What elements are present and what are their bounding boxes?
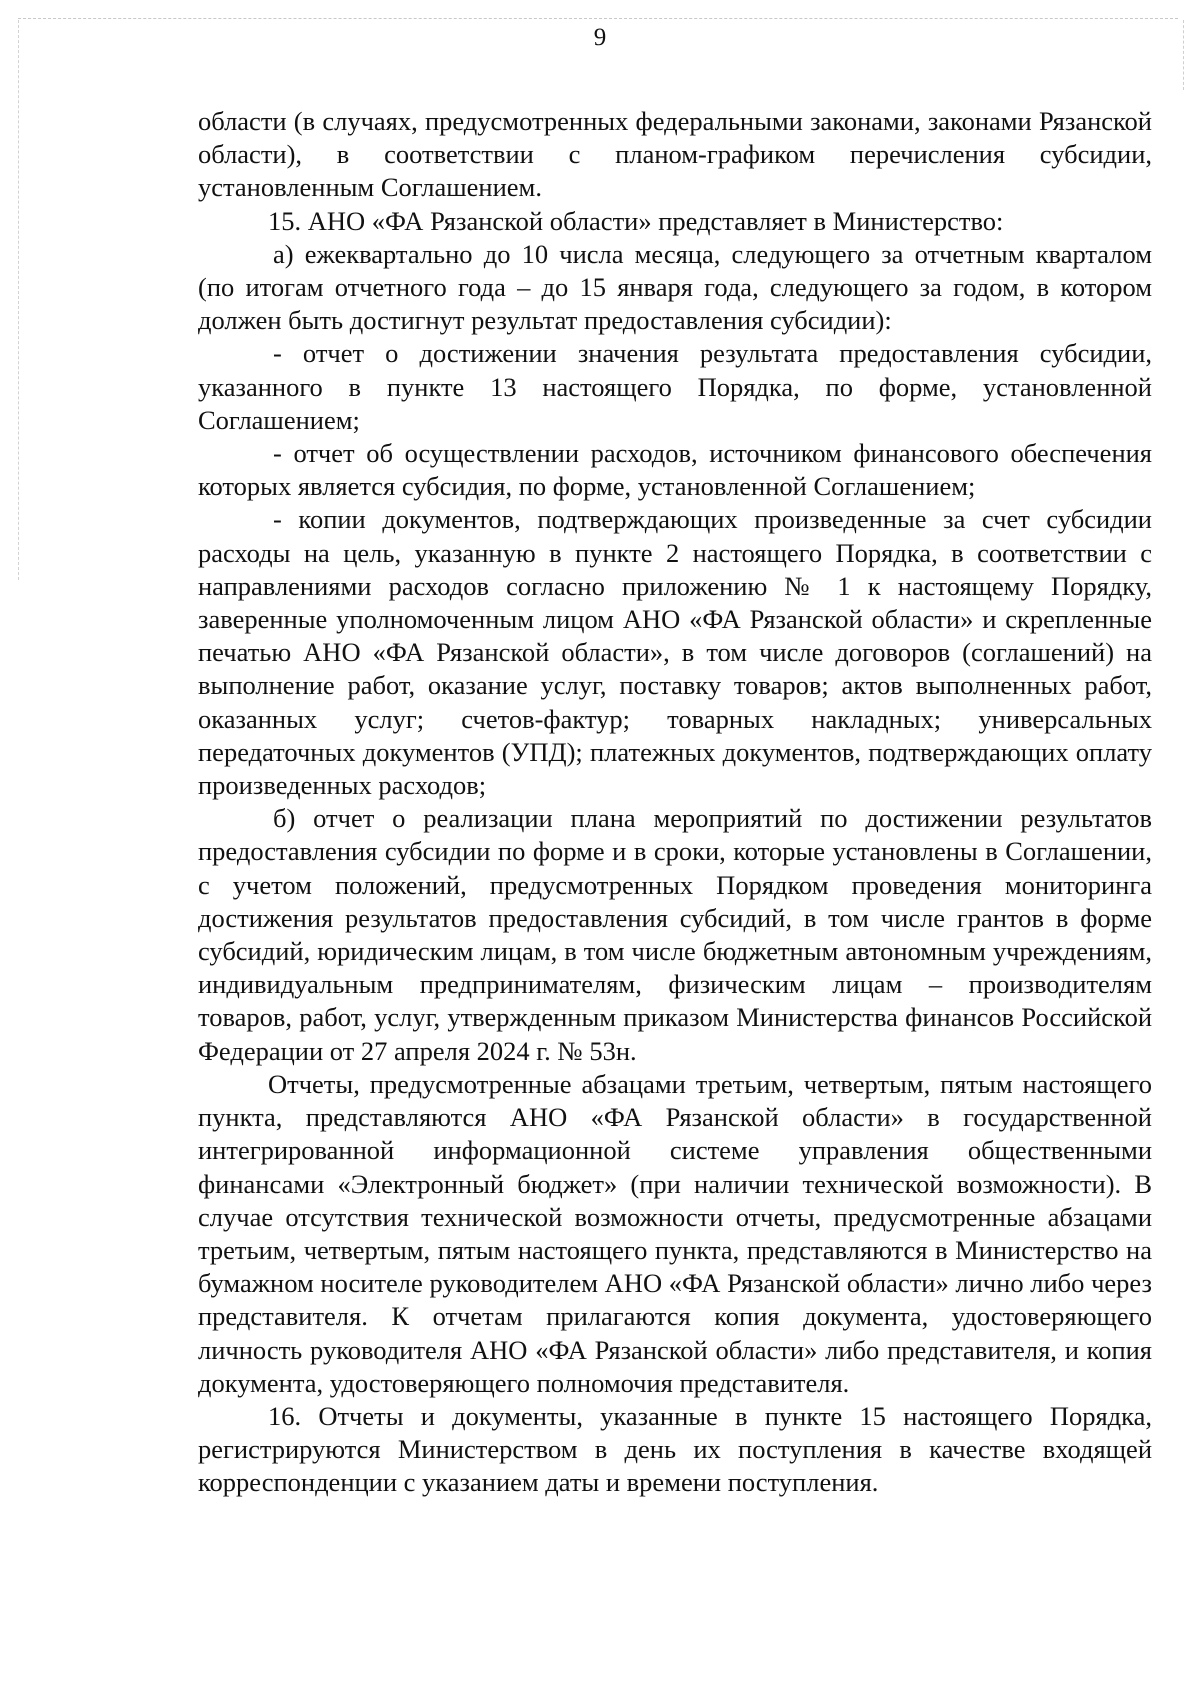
paragraph-reports-submission: Отчеты, предусмотренные абзацами третьим, четвертым, пятым настоящего пункта, представляются АНО «ФА Рязанской области» в государственной интегрированной информационной системе управления общественными финансами «Электронный бюджет» (при наличии технической возможности). В случае отсутствия технической возможности отчеты, предусмотренные абзацами третьим, четвертым, пятым настоящего пункта, представляются в Министерство на бумажном носителе руководителем АНО «ФА Рязанской области» лично либо через представителя. К отчетам прилагаются копия документа, удостоверяющего личность руководителя АНО «ФА Рязанской области» либо представителя, и копия документа, удостоверяющего полномочия представителя. [198,1068,1152,1398]
paragraph-subclause-a: а) ежеквартально до 10 числа месяца, следующего за отчетным кварталом (по итогам отчетного года – до 15 января года, следующего за годом, в котором должен быть достигнут результат предоставления субсидии): [198,238,1152,336]
page-number: 9 [593,24,607,51]
paragraph-continuation: области (в случаях, предусмотренных федеральными законами, законами Рязанской области), в соответствии с планом-графиком перечисления субсидии, установленным Соглашением. [198,106,1152,203]
paragraph-clause-15: 15. АНО «ФА Рязанской области» представляет в Министерство: [268,205,1004,236]
document-body [198,105,1152,1500]
list-item-expense-report: - отчет об осуществлении расходов, источником финансового обеспечения которых является субсидия, по форме, установленной Соглашением; [198,438,1152,502]
scan-border-top [18,18,1178,19]
paragraph-subclause-b: б) отчет о реализации плана мероприятий по достижении результатов предоставления субсидии по форме и в сроки, которые установлены в Соглашении, с учетом положений, предусмотренных Порядком проведения мониторинга достижения результатов предоставления субсидий, в том числе грантов в форме субсидий, юридическим лицам, в том числе бюджетным автономным учреждениям, индивидуальным предпринимателям, физическим лицам – производителям товаров, работ, услуг, утвержденным приказом Министерства финансов Российской Федерации от 27 апреля 2024 г. № 53н. [198,803,1152,1066]
scan-border-left [18,20,19,580]
paragraph-clause-16: 16. Отчеты и документы, указанные в пункте 15 настоящего Порядка, регистрируются Министерством в день их поступления в качестве входящей корреспонденции с указанием даты и времени поступления. [198,1400,1152,1498]
list-item-result-report: - отчет о достижении значения результата предоставления субсидии, указанного в пункте 13 настоящего Порядка, по форме, установленной Соглашением; [198,338,1152,435]
list-item-document-copies: - копии документов, подтверждающих произведенные за счет субсидии расходы на цель, указанную в пункте 2 настоящего Порядка, в соответствии с направлениями расходов согласно приложению № 1 к настоящему Порядку, заверенные уполномоченным лицом АНО «ФА Рязанской области» и скрепленные печатью АНО «ФА Рязанской области», в том числе договоров (соглашений) на выполнение работ, оказание услуг, поставку товаров; актов выполненных работ, оказанных услуг; счетов-фактур; товарных накладных; универсальных передаточных документов (УПД); платежных документов, подтверждающих оплату произведенных расходов; [198,504,1152,801]
